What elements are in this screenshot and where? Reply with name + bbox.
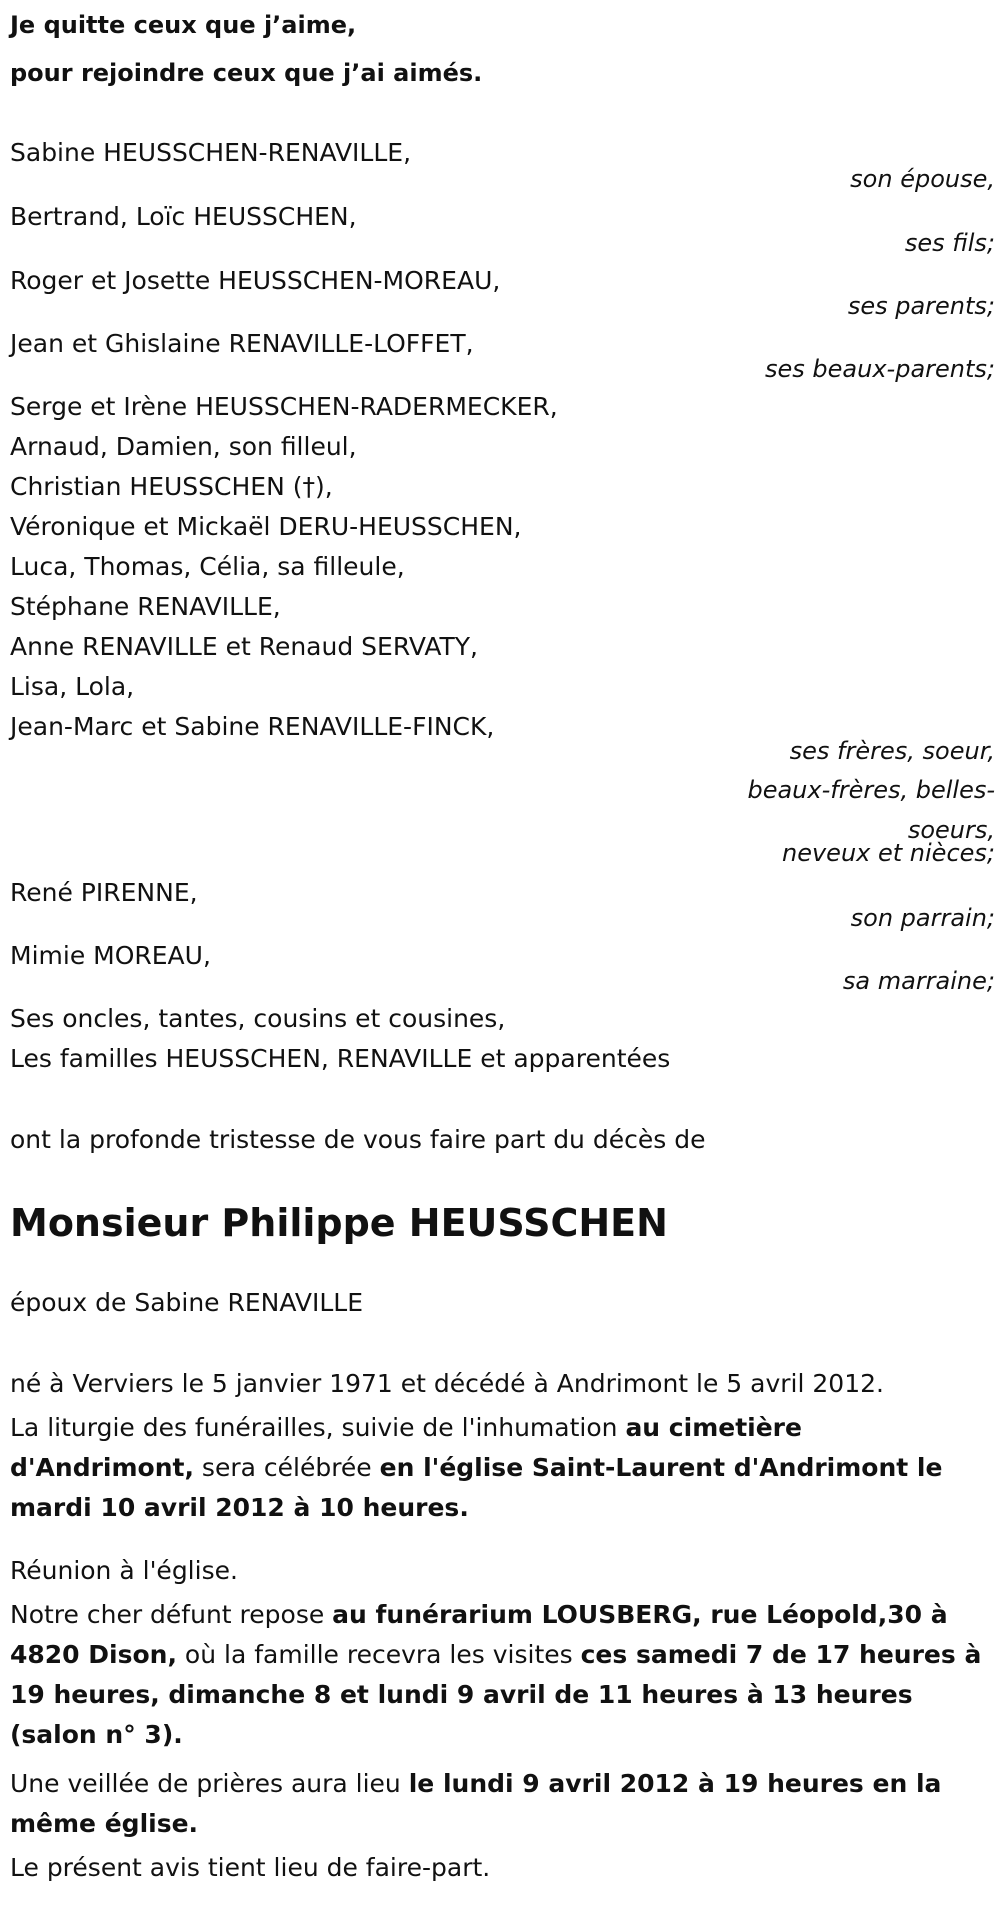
- birth-death-line: né à Verviers le 5 janvier 1971 et décédé à Andrimont le 5 avril 2012.: [10, 1369, 884, 1398]
- sibling-name: Serge et Irène HEUSSCHEN-RADERMECKER,: [10, 392, 558, 421]
- rest-text-2: où la famille recevra les visites: [176, 1640, 581, 1669]
- deceased-name: Monsieur Philippe HEUSSCHEN: [10, 1201, 668, 1245]
- reunion-line: Réunion à l'église.: [10, 1556, 238, 1585]
- godparent-relation: sa marraine;: [842, 967, 995, 995]
- vigil-text: Une veillée de prières aura lieu: [10, 1769, 409, 1798]
- mourner-name: Jean et Ghislaine RENAVILLE-LOFFET,: [10, 329, 474, 358]
- sibling-name: Véronique et Mickaël DERU-HEUSSCHEN,: [10, 512, 522, 541]
- mourner-relation: ses parents;: [847, 292, 995, 320]
- funeral-cemetery: au cimetière d'Andrimont,: [10, 1413, 802, 1482]
- rest-text-1: Notre cher défunt repose: [10, 1600, 333, 1629]
- vigil-paragraph: [10, 1764, 985, 1844]
- sibling-name: Anne RENAVILLE et Renaud SERVATY,: [10, 632, 478, 661]
- family-line: Les familles HEUSSCHEN, RENAVILLE et apparentées: [10, 1044, 671, 1073]
- family-line: Ses oncles, tantes, cousins et cousines,: [10, 1004, 506, 1033]
- announcement: ont la profonde tristesse de vous faire part du décès de: [10, 1125, 706, 1154]
- rest-funeral-home: au funérarium LOUSBERG, rue Léopold,30 à 4820 Dison,: [10, 1600, 948, 1669]
- mourner-name: Bertrand, Loïc HEUSSCHEN,: [10, 202, 357, 231]
- siblings-relation: ses frères, soeur,: [789, 737, 995, 765]
- mourner-relation: son épouse,: [850, 165, 995, 193]
- vigil-date: le lundi 9 avril 2012 à 19 heures en la même église.: [10, 1769, 942, 1838]
- closing-line: Le présent avis tient lieu de faire-part.: [10, 1853, 491, 1882]
- siblings-relation: neveux et nièces;: [782, 839, 995, 867]
- sibling-name: Arnaud, Damien, son filleul,: [10, 432, 357, 461]
- siblings-relation: beaux-frères, belles-: [747, 776, 995, 804]
- sibling-name: Christian HEUSSCHEN (†),: [10, 472, 333, 501]
- siblings-relation: soeurs,: [907, 816, 995, 844]
- sibling-name: Luca, Thomas, Célia, sa filleule,: [10, 552, 405, 581]
- deceased-spouse: époux de Sabine RENAVILLE: [10, 1288, 364, 1317]
- quote-line-1: Je quitte ceux que j’aime,: [10, 11, 357, 39]
- quote-line-2: pour rejoindre ceux que j’ai aimés.: [10, 59, 483, 87]
- funeral-text-1: La liturgie des funérailles, suivie de l'inhumation: [10, 1413, 626, 1442]
- sibling-name: Stéphane RENAVILLE,: [10, 592, 281, 621]
- rest-visiting-hours: ces samedi 7 de 17 heures à 19 heures, dimanche 8 et lundi 9 avril de 11 heures à 13 heures (salon n° 3).: [10, 1640, 982, 1749]
- sibling-name: Jean-Marc et Sabine RENAVILLE-FINCK,: [10, 712, 495, 741]
- godparent-name: Mimie MOREAU,: [10, 941, 211, 970]
- sibling-name: Lisa, Lola,: [10, 672, 135, 701]
- godparent-relation: son parrain;: [850, 904, 995, 932]
- funeral-paragraph: [10, 1408, 985, 1528]
- mourner-relation: ses fils;: [904, 229, 995, 257]
- godparent-name: René PIRENNE,: [10, 878, 198, 907]
- rest-paragraph: [10, 1595, 985, 1755]
- funeral-church-date: en l'église Saint-Laurent d'Andrimont le mardi 10 avril 2012 à 10 heures.: [10, 1453, 943, 1522]
- mourner-name: Roger et Josette HEUSSCHEN-MOREAU,: [10, 266, 501, 295]
- funeral-text-2: sera célébrée: [193, 1453, 380, 1482]
- mourner-relation: ses beaux-parents;: [765, 355, 995, 383]
- mourner-name: Sabine HEUSSCHEN-RENAVILLE,: [10, 138, 412, 167]
